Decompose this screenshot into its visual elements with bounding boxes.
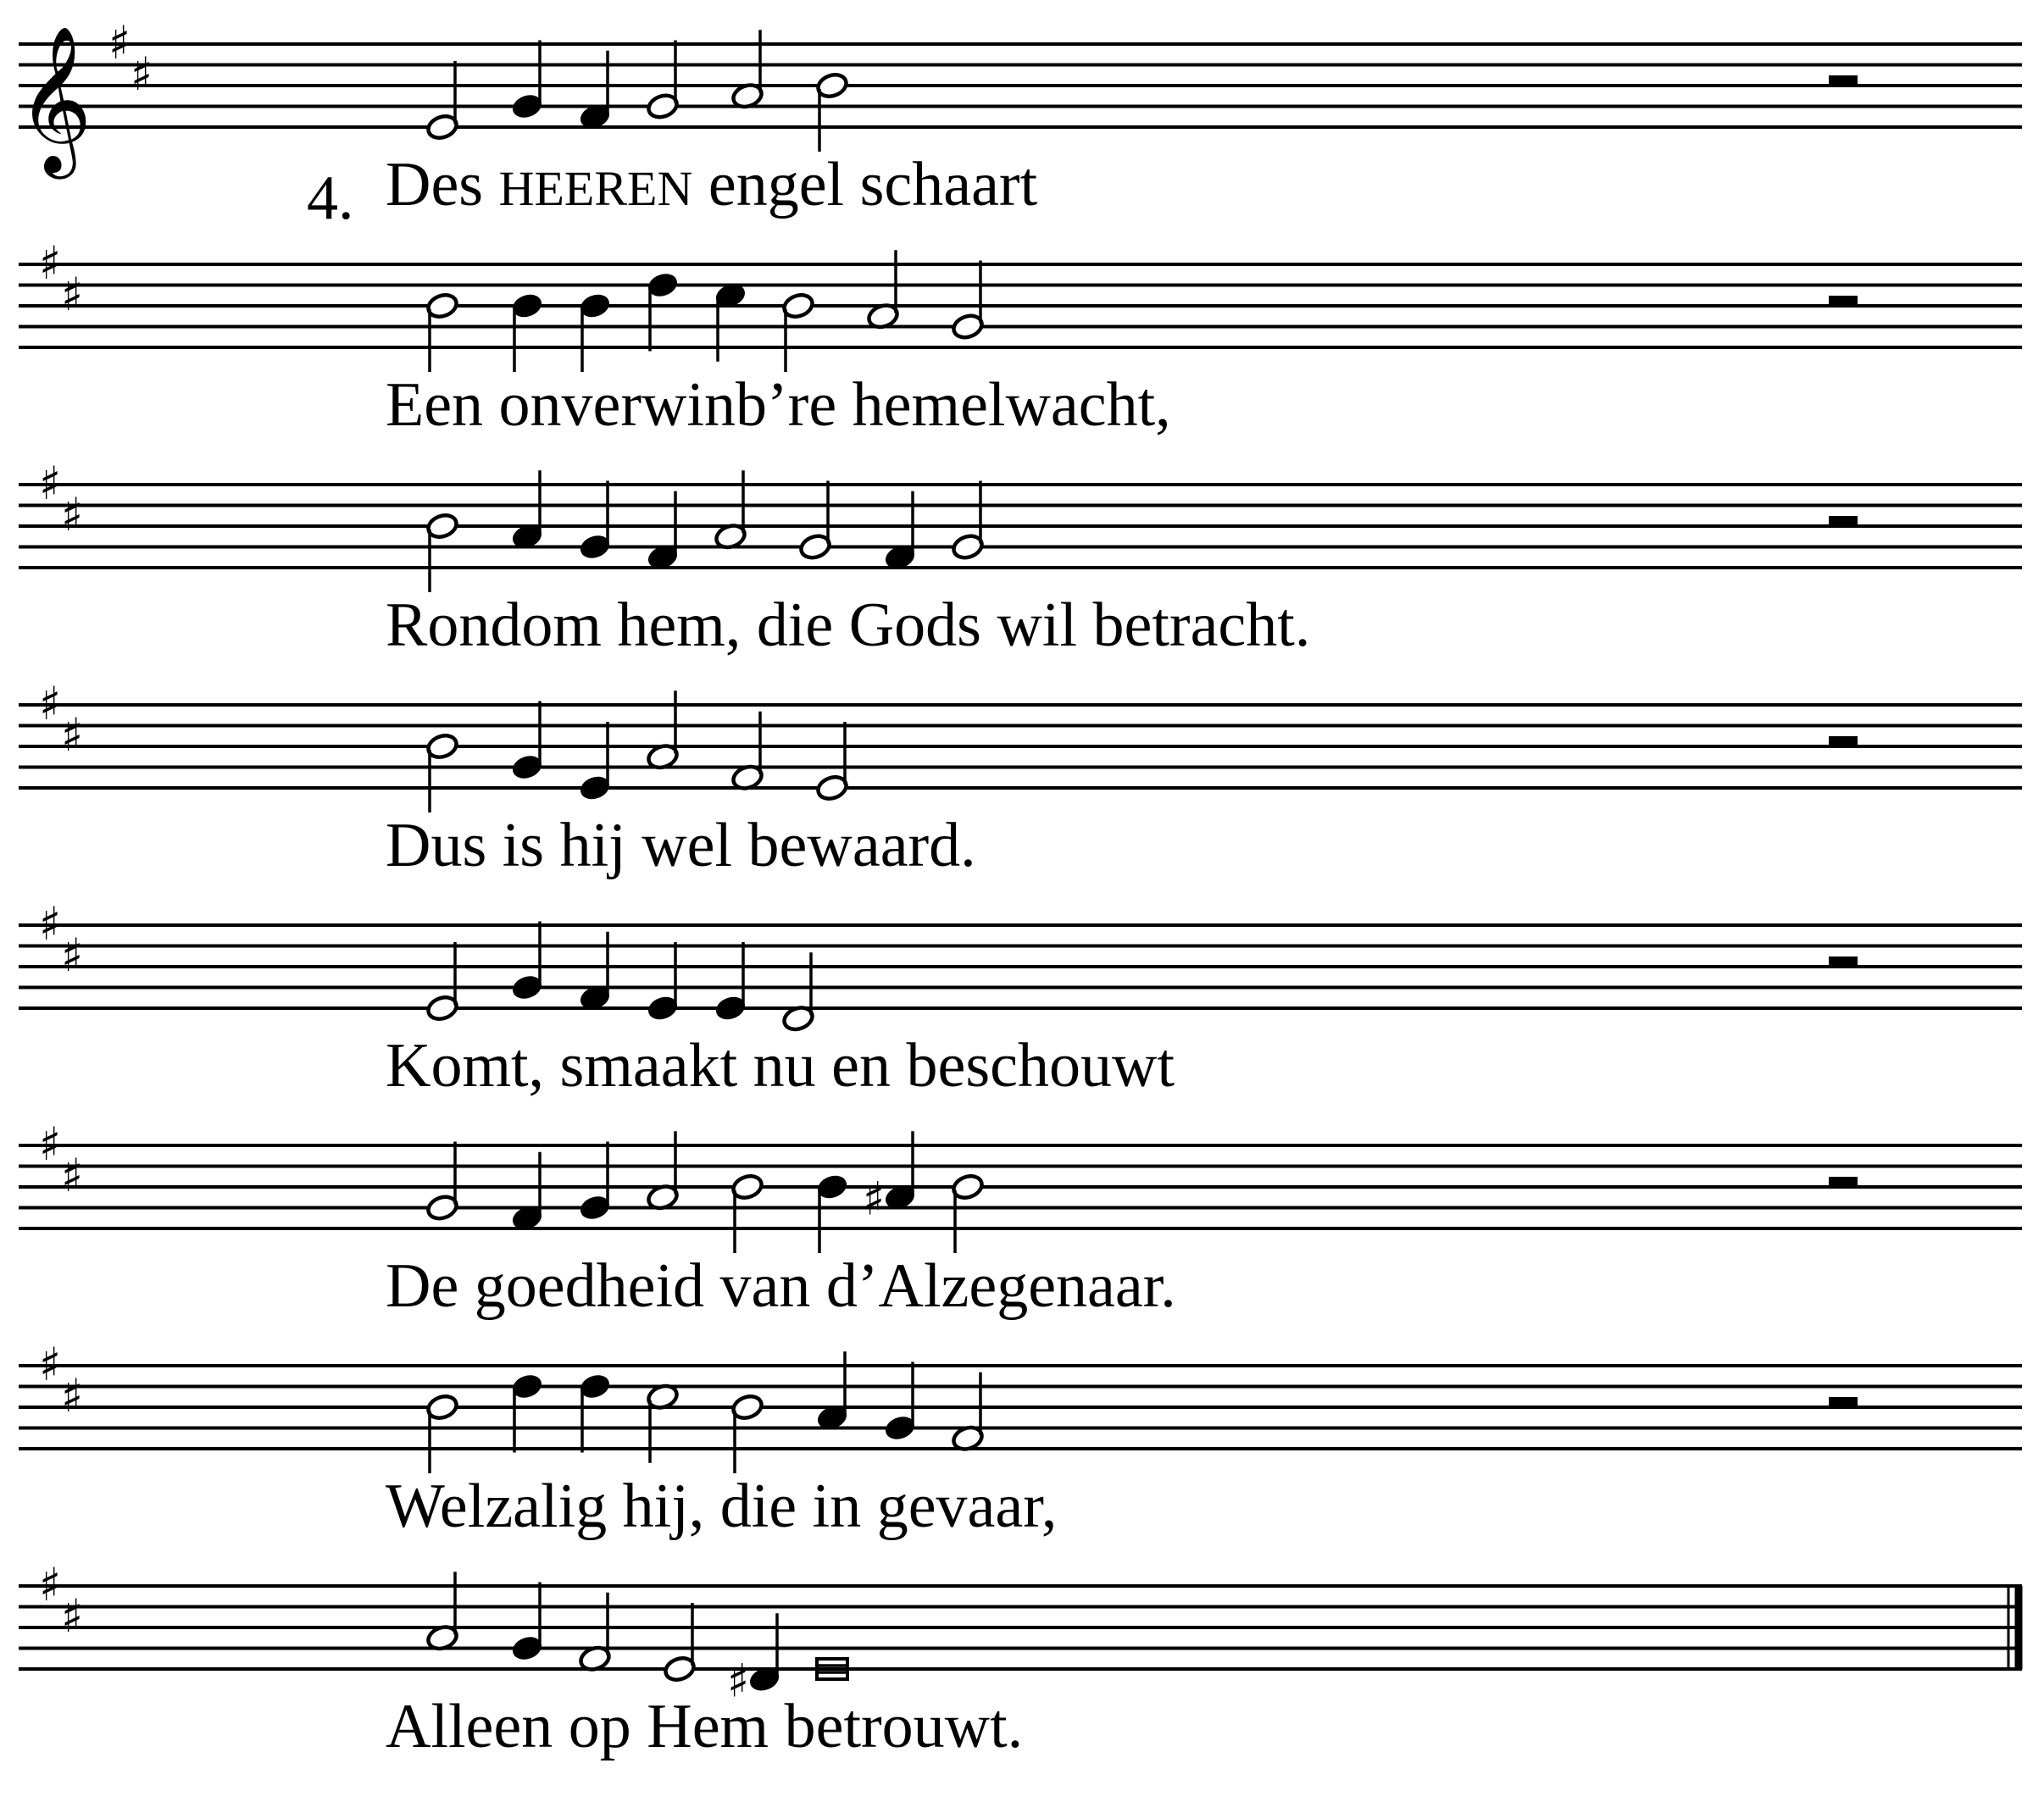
treble-clef-icon: 𝄞 xyxy=(17,25,92,173)
key-signature-sharp-icon: ♯ xyxy=(39,457,62,510)
key-signature-sharp-icon: ♯ xyxy=(61,487,84,541)
key-signature-sharp-icon: ♯ xyxy=(61,928,84,982)
note xyxy=(510,701,544,782)
note xyxy=(578,481,612,562)
key-signature-sharp-icon: ♯ xyxy=(39,677,62,730)
note xyxy=(663,1603,697,1683)
rest-icon xyxy=(1829,516,1858,526)
note xyxy=(714,281,747,362)
note xyxy=(578,1142,612,1223)
key-signature-sharp-icon: ♯ xyxy=(39,236,62,290)
note xyxy=(730,712,764,792)
lyric-line: Dus is hij wel bewaard. xyxy=(386,811,976,880)
note xyxy=(714,470,747,551)
note xyxy=(815,722,849,802)
staff-system xyxy=(19,1117,2022,1321)
staff-system xyxy=(19,457,2022,660)
note xyxy=(714,942,747,1023)
note xyxy=(883,1362,917,1443)
note xyxy=(425,1572,459,1652)
note xyxy=(815,71,849,152)
key-signature-sharp-icon: ♯ xyxy=(108,16,131,69)
verse-number: 4. xyxy=(307,164,354,233)
key-signature-sharp-icon: ♯ xyxy=(39,897,62,951)
note xyxy=(815,1173,849,1253)
key-signature-sharp-icon: ♯ xyxy=(61,707,84,762)
rest-icon xyxy=(1829,1397,1858,1407)
note xyxy=(425,61,459,141)
lyric-small-caps: HEEREN xyxy=(498,161,693,216)
note xyxy=(425,1142,459,1223)
note xyxy=(646,690,680,771)
note xyxy=(425,1393,459,1473)
lyric-line xyxy=(386,150,1038,219)
rest-icon xyxy=(1829,75,1858,86)
note xyxy=(510,1152,544,1233)
sharp-accidental-icon: ♯ xyxy=(727,1654,750,1708)
lyric-part: engel schaart xyxy=(692,150,1038,219)
note xyxy=(883,491,917,572)
note xyxy=(646,942,680,1023)
note xyxy=(951,1173,985,1253)
note xyxy=(730,1393,764,1473)
note xyxy=(798,481,832,562)
lyric-line: Alleen op Hem betrouwt. xyxy=(386,1692,1024,1761)
note xyxy=(510,922,544,1002)
lyric-line: De goedheid van d’Alzegenaar. xyxy=(386,1251,1176,1321)
sharp-accidental-icon: ♯ xyxy=(863,1172,886,1226)
note xyxy=(781,291,815,372)
note xyxy=(578,1372,612,1452)
note xyxy=(815,1351,849,1432)
note xyxy=(578,1593,612,1673)
staff-system xyxy=(19,1338,2022,1541)
staff-systems xyxy=(17,16,2022,1761)
note xyxy=(646,1131,680,1211)
note xyxy=(951,481,985,562)
staff-system xyxy=(19,236,2022,440)
key-signature-sharp-icon: ♯ xyxy=(61,1368,84,1422)
note xyxy=(510,1583,544,1663)
staff-system xyxy=(19,677,2022,880)
lyric-part: Des xyxy=(386,150,499,219)
lyric-line: Een onverwinb’re hemelwacht, xyxy=(386,370,1171,440)
note xyxy=(866,250,900,330)
key-signature-sharp-icon: ♯ xyxy=(61,1148,84,1202)
note xyxy=(646,1383,680,1463)
note xyxy=(510,291,544,372)
key-signature-sharp-icon: ♯ xyxy=(131,47,153,101)
note xyxy=(578,722,612,802)
key-signature-sharp-icon: ♯ xyxy=(39,1117,62,1171)
note xyxy=(951,261,985,341)
note xyxy=(730,30,764,110)
key-signature-sharp-icon: ♯ xyxy=(61,1589,84,1643)
note xyxy=(425,291,459,372)
rest-icon xyxy=(1829,1177,1858,1187)
rest-icon xyxy=(1829,736,1858,746)
note xyxy=(730,1173,764,1253)
note xyxy=(425,512,459,592)
note xyxy=(578,291,612,372)
lyric-line: Komt, smaakt nu en beschouwt xyxy=(386,1031,1175,1101)
rest-icon xyxy=(1829,956,1858,967)
lyric-line: Welzalig hij, die in gevaar, xyxy=(386,1472,1058,1541)
staff-system xyxy=(19,1558,2022,1761)
note xyxy=(578,51,612,131)
note xyxy=(646,270,680,351)
note xyxy=(425,942,459,1023)
staff-system xyxy=(19,897,2022,1101)
key-signature-sharp-icon: ♯ xyxy=(39,1558,62,1611)
rest-icon xyxy=(1829,296,1858,306)
note xyxy=(510,41,544,121)
note xyxy=(510,1372,544,1452)
note xyxy=(781,952,815,1033)
key-signature-sharp-icon: ♯ xyxy=(61,267,84,321)
note xyxy=(646,491,680,572)
key-signature-sharp-icon: ♯ xyxy=(39,1338,62,1391)
note xyxy=(578,932,612,1012)
lyric-line: Rondom hem, die Gods wil betracht. xyxy=(386,591,1311,660)
note xyxy=(425,732,459,812)
note xyxy=(951,1372,985,1453)
note xyxy=(646,41,680,121)
note xyxy=(510,470,544,551)
